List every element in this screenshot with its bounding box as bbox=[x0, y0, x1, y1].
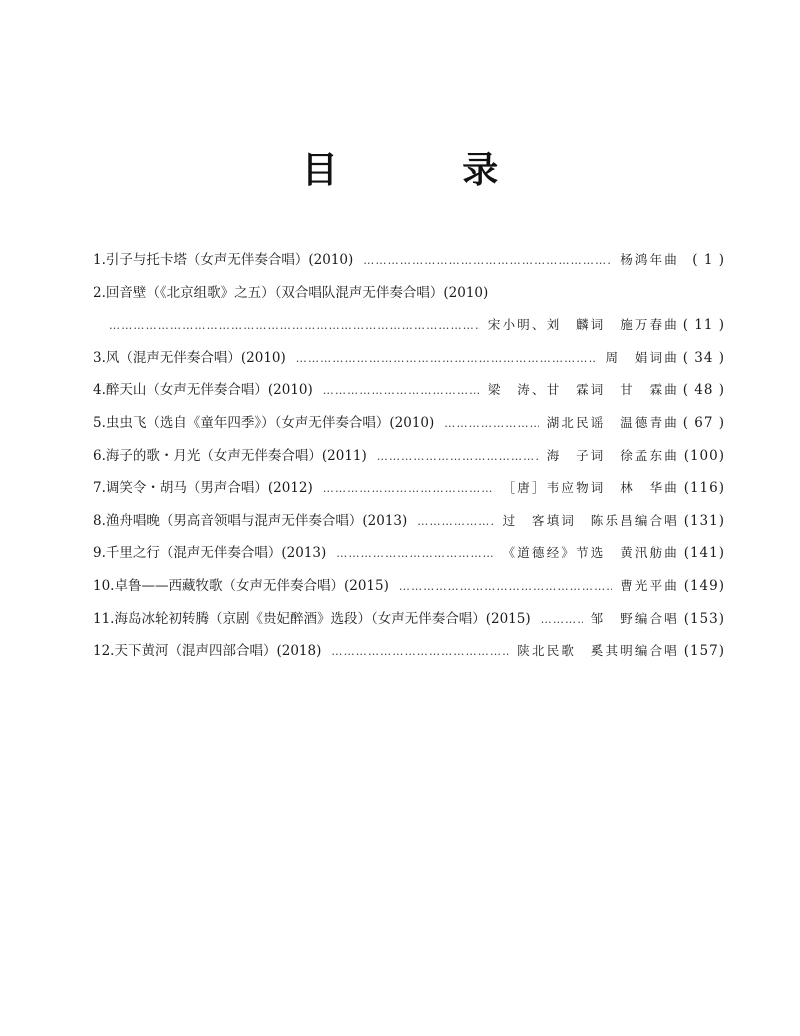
dot-leader bbox=[377, 441, 539, 474]
toc-entry-6[interactable] bbox=[93, 440, 725, 473]
dot-leader bbox=[109, 310, 480, 343]
entry-title: 卓鲁——西藏牧歌（女声无伴奏合唱）(2015) bbox=[114, 577, 389, 594]
entry-title: 调笑令・胡马（男声合唱）(2012) bbox=[105, 480, 313, 497]
table-of-contents bbox=[93, 244, 725, 668]
dot-leader bbox=[399, 571, 612, 604]
toc-entry-2[interactable] bbox=[93, 277, 725, 310]
entry-credit: ［唐］韦应物词 林 华曲 bbox=[502, 480, 679, 496]
entry-number: 11. bbox=[93, 610, 115, 627]
entry-credit: 梁 涛、甘 霖词 甘 霖曲 bbox=[487, 382, 679, 398]
dot-leader bbox=[541, 604, 583, 637]
dot-leader bbox=[444, 408, 538, 441]
entry-title: 海岛冰轮初转腾（京剧《贵妃醉酒》选段）（女声无伴奏合唱）(2015) bbox=[114, 610, 531, 627]
entry-credit: 陕北民歌 奚其明编合唱 bbox=[517, 643, 679, 659]
entry-page: (141) bbox=[683, 545, 725, 562]
entry-number: 10. bbox=[93, 577, 115, 594]
dot-leader bbox=[323, 473, 495, 506]
entry-number: 7. bbox=[93, 480, 106, 497]
entry-title: 虫虫飞（选自《童年四季》）（女声无伴奏合唱）(2010) bbox=[105, 414, 435, 431]
entry-page: (157) bbox=[683, 643, 725, 660]
toc-entry-11[interactable] bbox=[93, 603, 725, 636]
toc-entry-7[interactable] bbox=[93, 472, 725, 505]
entry-number: 3. bbox=[93, 349, 106, 366]
dot-leader bbox=[296, 343, 598, 376]
entry-page: ( 1 ) bbox=[692, 252, 725, 268]
entry-credit: 曹光平曲 bbox=[620, 577, 679, 593]
dot-leader bbox=[336, 538, 494, 571]
entry-number: 9. bbox=[93, 545, 106, 562]
entry-number: 1. bbox=[93, 252, 106, 268]
entry-credit: 宋小明、刘 麟词 施万春曲 bbox=[487, 317, 679, 333]
entry-credit: 海 子词 徐孟东曲 bbox=[546, 447, 679, 463]
entry-page: ( 67 ) bbox=[682, 414, 725, 431]
toc-entry-2-continuation[interactable] bbox=[93, 309, 725, 342]
entry-title: 海子的歌・月光（女声无伴奏合唱）(2011) bbox=[105, 447, 367, 464]
entry-credit: 湖北民谣 温德青曲 bbox=[546, 414, 679, 430]
toc-entry-3[interactable] bbox=[93, 342, 725, 375]
entry-title: 千里之行（混声无伴奏合唱）(2013) bbox=[105, 545, 327, 562]
entry-number: 4. bbox=[93, 382, 106, 399]
dot-leader bbox=[331, 636, 509, 669]
entry-credit: 邹 野编合唱 bbox=[590, 610, 679, 626]
entry-page: (153) bbox=[683, 610, 725, 627]
entry-page: (149) bbox=[683, 577, 725, 594]
entry-credit: 周 娟词曲 bbox=[605, 349, 679, 365]
entry-credit: 《道德经》节选 黄汛舫曲 bbox=[502, 545, 679, 561]
dot-leader bbox=[363, 245, 612, 278]
entry-title: 引子与托卡塔（女声无伴奏合唱）(2010) bbox=[105, 252, 354, 268]
entry-page: (131) bbox=[683, 512, 725, 529]
toc-entry-10[interactable] bbox=[93, 570, 725, 603]
entry-number: 8. bbox=[93, 512, 106, 529]
entry-number: 2. bbox=[93, 284, 106, 301]
dot-leader bbox=[417, 506, 494, 539]
entry-number: 6. bbox=[93, 447, 106, 464]
entry-title: 渔舟唱晚（男高音领唱与混声无伴奏合唱）(2013) bbox=[105, 512, 408, 529]
entry-number: 12. bbox=[93, 643, 115, 660]
entry-credit: 杨鸿年曲 bbox=[620, 252, 679, 267]
toc-entry-8[interactable] bbox=[93, 505, 725, 538]
entry-page: ( 34 ) bbox=[682, 349, 725, 366]
entry-number: 5. bbox=[93, 414, 106, 431]
entry-page: ( 11 ) bbox=[682, 317, 725, 334]
entry-page: (100) bbox=[683, 447, 725, 464]
entry-title: 天下黄河（混声四部合唱）(2018) bbox=[114, 643, 322, 660]
entry-title: 风（混声无伴奏合唱）(2010) bbox=[105, 349, 286, 366]
toc-entry-4[interactable] bbox=[93, 374, 725, 407]
toc-entry-9[interactable] bbox=[93, 537, 725, 570]
entry-page: (116) bbox=[683, 480, 725, 497]
dot-leader bbox=[323, 375, 480, 408]
toc-entry-5[interactable] bbox=[93, 407, 725, 440]
toc-entry-1[interactable] bbox=[93, 244, 725, 277]
toc-entry-12[interactable] bbox=[93, 635, 725, 668]
entry-title: 回音壁（《北京组歌》之五）（双合唱队混声无伴奏合唱）(2010) bbox=[105, 284, 489, 301]
entry-credit: 过 客填词 陈乐昌编合唱 bbox=[502, 512, 679, 528]
page-title: 目 录 bbox=[301, 150, 555, 191]
entry-page: ( 48 ) bbox=[682, 382, 725, 399]
entry-title: 醉天山（女声无伴奏合唱）(2010) bbox=[105, 382, 313, 399]
